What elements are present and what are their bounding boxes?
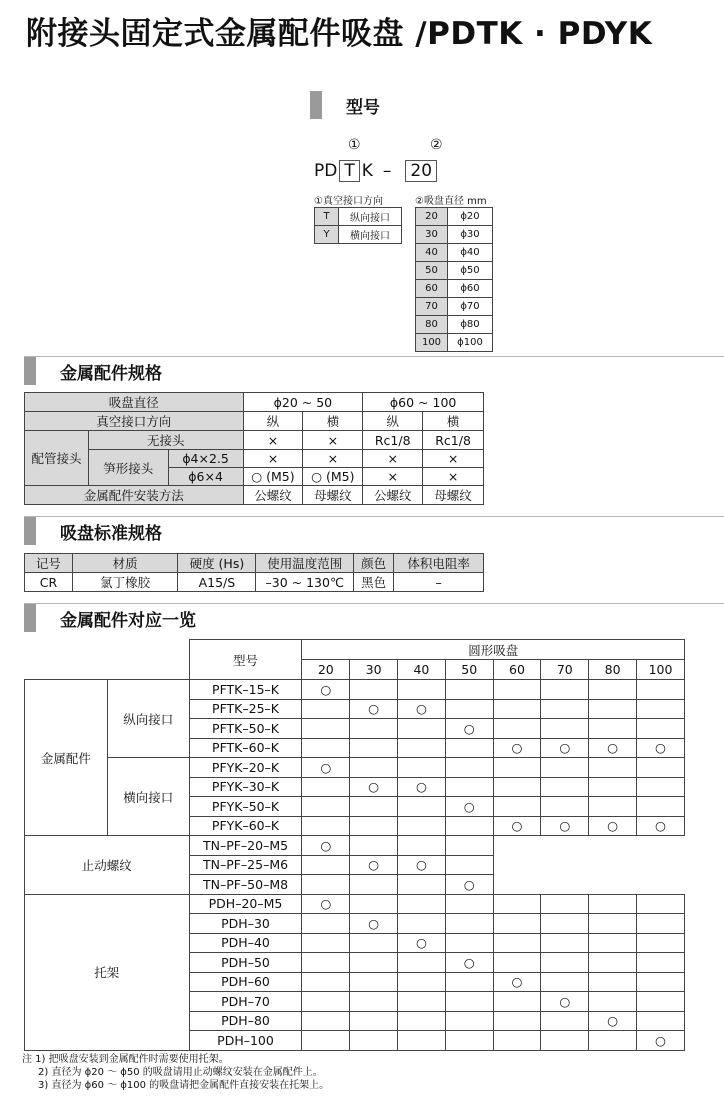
dia-label: ϕ60: [448, 280, 493, 298]
mark-cell: ○: [302, 836, 350, 856]
mark-cell: [493, 680, 541, 700]
dia-group-1: ϕ20 ~ 50: [243, 393, 363, 412]
round-header: 圆形吸盘: [302, 640, 685, 660]
mark-cell: [302, 855, 350, 875]
mark-cell: [541, 972, 589, 992]
size-header: 70: [541, 660, 589, 680]
mark-cell: [493, 992, 541, 1012]
model-cell: TN–PF–25–M6: [189, 855, 302, 875]
cell: ×: [423, 468, 484, 486]
mark-cell: [350, 875, 398, 895]
mark-cell: [541, 797, 589, 817]
cell: 纵: [363, 412, 423, 431]
code-box-port: T: [339, 160, 359, 182]
code-mid: K: [361, 161, 373, 181]
model-header: 型号: [189, 640, 302, 680]
cell: ×: [303, 431, 363, 450]
mark-cell: [398, 1011, 446, 1031]
empty-area: [493, 836, 684, 895]
row-label: 金属配件安装方法: [25, 486, 244, 505]
table-row: [416, 262, 493, 280]
cell: 氯丁橡胶: [72, 573, 178, 592]
page-title: 附接头固定式金属配件吸盘 /PDTK · PDYK: [26, 16, 653, 52]
mark-cell: ○: [493, 816, 541, 836]
mark-cell: [445, 816, 493, 836]
sub-label: 纵向接口: [107, 680, 189, 758]
section-bar: [24, 517, 36, 545]
table-row: [25, 412, 484, 431]
row-label: 无接头: [88, 431, 243, 450]
size-header: 60: [493, 660, 541, 680]
mark-cell: [398, 992, 446, 1012]
mark-cell: [350, 738, 398, 758]
mark-cell: [589, 680, 637, 700]
mark-cell: [445, 914, 493, 934]
mark-cell: ○: [445, 719, 493, 739]
mark-cell: ○: [350, 699, 398, 719]
section-header-spec: [24, 357, 162, 385]
section-bar: [24, 604, 36, 632]
table-header-row: [25, 640, 685, 660]
mark-cell: [302, 972, 350, 992]
mark-cell: [493, 1011, 541, 1031]
mark-cell: [637, 972, 685, 992]
mark-cell: ○: [302, 680, 350, 700]
mark-cell: [445, 855, 493, 875]
cell: –30 ~ 130℃: [256, 573, 354, 592]
mark-cell: [589, 992, 637, 1012]
mark-cell: [541, 914, 589, 934]
dia-label: ϕ100: [448, 334, 493, 352]
mark-cell: [493, 797, 541, 817]
mark-cell: [493, 894, 541, 914]
model-cell: PDH–100: [189, 1031, 302, 1051]
mark-cell: [350, 1031, 398, 1051]
sub-label: 横向接口: [107, 758, 189, 836]
model-cell: PDH–60: [189, 972, 302, 992]
mark-cell: [398, 758, 446, 778]
notes: [22, 1053, 329, 1092]
mark-cell: [302, 699, 350, 719]
cell: 纵: [243, 412, 303, 431]
model-cell: TN–PF–50–M8: [189, 875, 302, 895]
mark-cell: [541, 777, 589, 797]
model-cell: PDH–40: [189, 933, 302, 953]
mark-cell: [589, 972, 637, 992]
mark-cell: [302, 777, 350, 797]
mark-cell: ○: [589, 1011, 637, 1031]
mark-cell: [637, 1011, 685, 1031]
note-item: 注 1) 把吸盘安装到金属配件时需要使用托架。: [22, 1054, 229, 1065]
mark-cell: [637, 758, 685, 778]
size-header: 20: [302, 660, 350, 680]
mark-cell: [589, 1031, 637, 1051]
fitting-table: [24, 639, 685, 1051]
mark-cell: [541, 758, 589, 778]
mark-cell: [445, 680, 493, 700]
mark-cell: [493, 933, 541, 953]
mark-cell: [589, 777, 637, 797]
section-header-model: [310, 91, 380, 119]
row-label: ϕ6×4: [168, 468, 243, 486]
mark-cell: [302, 719, 350, 739]
table-row: [25, 486, 484, 505]
dia-label: ϕ80: [448, 316, 493, 334]
mark-cell: [350, 992, 398, 1012]
cell: Rc1/8: [363, 431, 423, 450]
mark-cell: [589, 933, 637, 953]
mark-cell: ○: [541, 992, 589, 1012]
mark-cell: [445, 777, 493, 797]
mark-cell: ○: [398, 699, 446, 719]
mark-cell: [445, 738, 493, 758]
mark-cell: [398, 836, 446, 856]
mark-cell: [589, 719, 637, 739]
table-row: [416, 298, 493, 316]
mark-cell: [493, 699, 541, 719]
table-row: [25, 758, 685, 778]
mark-cell: [398, 894, 446, 914]
mark-cell: ○: [445, 875, 493, 895]
size-header: 100: [637, 660, 685, 680]
mark-cell: [350, 816, 398, 836]
table-row: [315, 208, 402, 226]
dia-code: 60: [416, 280, 448, 298]
mark-cell: [445, 836, 493, 856]
mark-cell: [398, 816, 446, 836]
mark-cell: [398, 680, 446, 700]
dia-label: ϕ40: [448, 244, 493, 262]
mark-cell: [637, 953, 685, 973]
cell: 公螺纹: [243, 486, 303, 505]
mark-cell: [445, 758, 493, 778]
column-header: 记号: [25, 554, 73, 573]
section-rule: [24, 356, 724, 357]
table-row: [25, 573, 484, 592]
dia-code: 20: [416, 208, 448, 226]
model-cell: PFTK–15–K: [189, 680, 302, 700]
mark-cell: ○: [589, 816, 637, 836]
mark-cell: [541, 894, 589, 914]
mark-cell: [350, 972, 398, 992]
mark-cell: [637, 680, 685, 700]
size-header: 40: [398, 660, 446, 680]
section-header-pad: [24, 517, 162, 545]
dia-code: 50: [416, 262, 448, 280]
column-header: 颜色: [354, 554, 394, 573]
mark-cell: [302, 797, 350, 817]
mark-cell: ○: [445, 953, 493, 973]
mark-cell: [350, 680, 398, 700]
mark-cell: [541, 953, 589, 973]
table-row: [416, 334, 493, 352]
row-label: 吸盘直径: [25, 393, 244, 412]
model-cell: PDH–30: [189, 914, 302, 934]
mark-cell: [302, 933, 350, 953]
mark-cell: [493, 1031, 541, 1051]
dia-label: ϕ30: [448, 226, 493, 244]
mark-cell: [445, 972, 493, 992]
group-label: 托架: [25, 894, 190, 1050]
dia-label: ϕ20: [448, 208, 493, 226]
dia-label: ϕ50: [448, 262, 493, 280]
model-cell: PFTK–50–K: [189, 719, 302, 739]
cell: ×: [363, 450, 423, 468]
dia-code: 70: [416, 298, 448, 316]
size-header: 80: [589, 660, 637, 680]
mark-cell: ○: [445, 797, 493, 817]
mark-cell: [541, 1031, 589, 1051]
mark-cell: [541, 719, 589, 739]
code-box-dia: 20: [405, 160, 437, 182]
mark-cell: [589, 953, 637, 973]
cell: 横: [423, 412, 484, 431]
mark-cell: ○: [350, 914, 398, 934]
cell: 母螺纹: [423, 486, 484, 505]
mark-cell: [637, 992, 685, 1012]
cell: ×: [363, 468, 423, 486]
mark-cell: ○: [637, 816, 685, 836]
mark-cell: [350, 1011, 398, 1031]
code-prefix: PD: [314, 161, 338, 181]
cell: ○ (M5): [243, 468, 303, 486]
note-item: 3) 直径为 ϕ60 ～ ϕ100 的吸盘请把金属配件直接安装在托架上。: [38, 1080, 330, 1091]
section-header-fitting: [24, 604, 196, 632]
mark-cell: [541, 699, 589, 719]
table-row: [25, 393, 484, 412]
mark-cell: ○: [350, 777, 398, 797]
mark-cell: [350, 933, 398, 953]
mark-cell: [350, 758, 398, 778]
cell: ×: [243, 450, 303, 468]
model-cell: PDH–70: [189, 992, 302, 1012]
section-title: 吸盘标准规格: [60, 523, 162, 544]
mark-cell: [302, 914, 350, 934]
model-cell: PDH–50: [189, 953, 302, 973]
mark-cell: ○: [541, 738, 589, 758]
table-row: [416, 244, 493, 262]
note-item: 2) 直径为 ϕ20 ～ ϕ50 的吸盘请用止动螺纹安装在金属配件上。: [38, 1067, 323, 1078]
row-label: ϕ4×2.5: [168, 450, 243, 468]
mark-cell: [350, 836, 398, 856]
model-cell: PFYK–20–K: [189, 758, 302, 778]
section-rule: [24, 603, 724, 604]
mark-cell: [445, 992, 493, 1012]
port-table: [314, 207, 402, 244]
cell: ○ (M5): [303, 468, 363, 486]
mark-cell: [445, 699, 493, 719]
model-code: [314, 160, 439, 182]
model-cell: TN–PF–20–M5: [189, 836, 302, 856]
mark-cell: [350, 894, 398, 914]
cell: CR: [25, 573, 73, 592]
bamboo-label: 笋形接头: [88, 450, 168, 486]
port-code: Y: [315, 226, 339, 244]
mark-cell: [541, 933, 589, 953]
mark-cell: [302, 992, 350, 1012]
mark-cell: [541, 1011, 589, 1031]
table-row: [416, 280, 493, 298]
dia-code: 40: [416, 244, 448, 262]
table-row: [25, 894, 685, 914]
mark-cell: [493, 758, 541, 778]
mark-cell: [493, 719, 541, 739]
mark-cell: [493, 777, 541, 797]
section-rule: [24, 516, 724, 517]
model-cell: PDH–80: [189, 1011, 302, 1031]
section-title: 金属配件规格: [60, 363, 162, 384]
mark-cell: [637, 797, 685, 817]
dia-code: 100: [416, 334, 448, 352]
mark-cell: [398, 972, 446, 992]
mark-cell: ○: [302, 758, 350, 778]
section-title: 型号: [346, 97, 380, 118]
pipe-label: 配管接头: [25, 431, 89, 486]
dia-caption: ②吸盘直径 mm: [415, 196, 487, 207]
mark-cell: [589, 699, 637, 719]
code-dash: –: [382, 161, 392, 181]
column-header: 体积电阻率: [394, 554, 484, 573]
dia-code: 80: [416, 316, 448, 334]
cell: Rc1/8: [423, 431, 484, 450]
circle-marker-2: ②: [430, 137, 443, 153]
cell: ×: [243, 431, 303, 450]
mark-cell: [302, 816, 350, 836]
table-row: [25, 680, 685, 700]
model-cell: PDH–20–M5: [189, 894, 302, 914]
dia-group-2: ϕ60 ~ 100: [363, 393, 484, 412]
header-blank: [25, 640, 190, 680]
cell: ×: [303, 450, 363, 468]
mark-cell: ○: [541, 816, 589, 836]
table-row: [25, 450, 484, 468]
mark-cell: [398, 953, 446, 973]
mark-cell: [637, 777, 685, 797]
mark-cell: [637, 914, 685, 934]
group-label: 止动螺纹: [25, 836, 190, 895]
cell: 公螺纹: [363, 486, 423, 505]
mark-cell: ○: [398, 933, 446, 953]
mark-cell: [398, 875, 446, 895]
table-header-row: [25, 554, 484, 573]
dia-label: ϕ70: [448, 298, 493, 316]
cell: 母螺纹: [303, 486, 363, 505]
mark-cell: [398, 797, 446, 817]
mark-cell: [302, 875, 350, 895]
table-row: [25, 836, 685, 856]
cell: –: [394, 573, 484, 592]
row-label: 真空接口方向: [25, 412, 244, 431]
mark-cell: ○: [493, 972, 541, 992]
mark-cell: [398, 1031, 446, 1051]
model-cell: PFTK–25–K: [189, 699, 302, 719]
port-caption: ①真空接口方向: [314, 196, 383, 207]
mark-cell: [493, 953, 541, 973]
section-bar: [24, 357, 36, 385]
mark-cell: [398, 738, 446, 758]
diameter-table: [415, 207, 493, 352]
port-label: 纵向接口: [339, 208, 402, 226]
pad-spec-table: [24, 553, 484, 592]
size-header: 30: [350, 660, 398, 680]
mark-cell: ○: [350, 855, 398, 875]
mark-cell: [302, 738, 350, 758]
table-row: [25, 431, 484, 450]
mark-cell: [445, 1011, 493, 1031]
model-cell: PFYK–60–K: [189, 816, 302, 836]
mark-cell: [637, 894, 685, 914]
mark-cell: ○: [398, 855, 446, 875]
mark-cell: [637, 933, 685, 953]
mark-cell: [589, 894, 637, 914]
port-code: T: [315, 208, 339, 226]
mark-cell: [541, 680, 589, 700]
mark-cell: [637, 719, 685, 739]
mark-cell: [637, 699, 685, 719]
mark-cell: ○: [589, 738, 637, 758]
mark-cell: ○: [302, 894, 350, 914]
mark-cell: [350, 719, 398, 739]
table-row: [416, 226, 493, 244]
mark-cell: [445, 894, 493, 914]
section-title: 金属配件对应一览: [60, 610, 196, 631]
mark-cell: [350, 953, 398, 973]
cell: 横: [303, 412, 363, 431]
cell: 黑色: [354, 573, 394, 592]
column-header: 材质: [72, 554, 178, 573]
cell: A15/S: [178, 573, 256, 592]
model-cell: PFYK–50–K: [189, 797, 302, 817]
mark-cell: [445, 933, 493, 953]
mark-cell: [589, 914, 637, 934]
section-bar: [310, 91, 322, 119]
table-row: [315, 226, 402, 244]
cell: ×: [423, 450, 484, 468]
mark-cell: [398, 719, 446, 739]
model-cell: PFTK–60–K: [189, 738, 302, 758]
column-header: 硬度 (Hs): [178, 554, 256, 573]
column-header: 使用温度范围: [256, 554, 354, 573]
mark-cell: [493, 914, 541, 934]
dia-code: 30: [416, 226, 448, 244]
mark-cell: ○: [637, 1031, 685, 1051]
mark-cell: [302, 953, 350, 973]
mark-cell: [302, 1011, 350, 1031]
mark-cell: [445, 1031, 493, 1051]
spec-table: [24, 392, 484, 505]
mark-cell: [589, 758, 637, 778]
table-row: [416, 208, 493, 226]
circle-marker-1: ①: [348, 137, 361, 153]
mark-cell: ○: [493, 738, 541, 758]
port-label: 横向接口: [339, 226, 402, 244]
mark-cell: [398, 914, 446, 934]
model-cell: PFYK–30–K: [189, 777, 302, 797]
mark-cell: [350, 797, 398, 817]
mark-cell: ○: [637, 738, 685, 758]
mark-cell: ○: [398, 777, 446, 797]
group-label: 金属配件: [25, 680, 108, 836]
table-row: [416, 316, 493, 334]
size-header: 50: [445, 660, 493, 680]
mark-cell: [589, 797, 637, 817]
mark-cell: [302, 1031, 350, 1051]
